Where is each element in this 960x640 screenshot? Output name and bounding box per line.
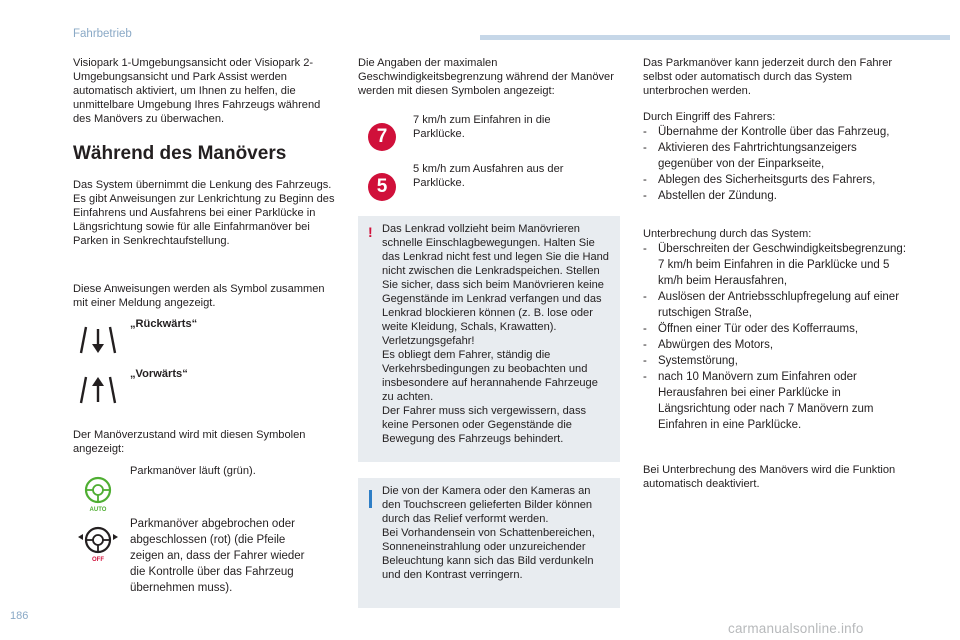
warning-text: Das Lenkrad vollzieht beim Manövrieren schnelle Einschlagbewegungen. Halten Sie das Lenkrad nicht fest und legen Sie die Hand nicht zwischen die Lenkradspeichen. Stellen Sie sicher, dass sich beim Manövrieren keine Gegenstände im Lenkrad verfangen und das Lenkrad blockieren können (z. B. lose oder weite Kleidung, Schals, Krawatten). Verletzungsgefahr! Es obliegt dem Fahrer, ständig die Verkehrsbedingungen zu beobachten und insbesondere auf herannahende Fahrzeuge zu achten. Der Fahrer muss sich vergewissern, dass keine Personen oder Gegenstände die Bewegung des Fahrzeugs behindert. (382, 223, 609, 445)
speed-7-badge: 7 (368, 123, 396, 151)
reverse-arrow-icon (78, 323, 118, 357)
right-p1: Das Parkmanöver kann jederzeit durch den Fahrer selbst oder automatisch durch das System unterbrochen werden. (643, 57, 893, 97)
middle-intro: Die Angaben der maximalen Geschwindigkeitsbegrenzung während der Manöver werden mit diesen Symbolen angezeigt: (358, 57, 614, 97)
reverse-label: „Rückwärts“ (130, 318, 198, 330)
watermark: carmanualsonline.info (728, 621, 864, 636)
list-item: - Abwürgen des Motors, (643, 337, 908, 353)
auto-text: AUTO (89, 507, 107, 513)
info-icon (369, 490, 372, 508)
state-active: Parkmanöver läuft (grün). (130, 465, 256, 477)
list-item: - Aktivieren des Fahrtrichtungsanzeigers gegenüber von der Einparkseite, (643, 140, 908, 172)
section-title: Fahrbetrieb (73, 28, 132, 40)
list-item: - Öffnen einer Tür oder des Kofferraums, (643, 321, 908, 337)
list-item: - Übernahme der Kontrolle über das Fahrzeug, (643, 124, 908, 140)
state-aborted: Parkmanöver abgebrochen oder abgeschlossen (rot) (die Pfeile zeigen an, dass der Fahrer wieder die Kontrolle über das Fahrzeug übernehmen muss). (130, 518, 305, 594)
section-heading: Während des Manövers (73, 143, 287, 164)
list-item: - nach 10 Manövern zum Einfahren oder Herausfahren bei einer Parklücke in Längsrichtung oder nach 7 Manövern zum Einfahren in eine Parklücke. (643, 369, 908, 433)
left-p1: Das System übernimmt die Lenkung des Fahrzeugs. Es gibt Anweisungen zur Lenkrichtung zu Beginn des Einfahrens und Ausfahrens bei einer Parklücke in Längsrichtung sowie für alle Einfahrmanöver bei Parken in Senkrechtaufstellung. (73, 179, 335, 247)
warning-icon: ! (368, 224, 373, 240)
list-item: - Ablegen des Sicherheitsgurts des Fahrers, (643, 172, 908, 188)
steering-off-icon (76, 523, 120, 563)
list-item: - Überschreiten der Geschwindigkeitsbegrenzung: 7 km/h beim Einfahren in die Parklücke und 5 km/h beim Herausfahren, (643, 241, 908, 289)
left-p2: Diese Anweisungen werden als Symbol zusammen mit einer Meldung angezeigt. (73, 283, 325, 309)
driver-list (643, 124, 908, 204)
forward-label: „Vorwärts“ (130, 368, 188, 380)
right-p-end: Bei Unterbrechung des Manövers wird die Funktion automatisch deaktiviert. (643, 464, 896, 490)
system-heading: Unterbrechung durch das System: (643, 228, 812, 240)
speed-7-text: 7 km/h zum Einfahren in die Parklücke. (413, 114, 551, 140)
list-item: - Systemstörung, (643, 353, 908, 369)
steering-auto-icon (76, 473, 120, 513)
left-intro: Visiopark 1-Umgebungsansicht oder Visiopark 2-Umgebungsansicht und Park Assist werden automatisch aktiviert, um Ihnen zu helfen, die unmittelbare Umgebung Ihres Fahrzeugs während des Manövers zu überwachen. (73, 57, 321, 125)
header-bar (480, 35, 950, 40)
left-p3: Der Manöverzustand wird mit diesen Symbolen angezeigt: (73, 429, 306, 455)
speed-5-badge: 5 (368, 173, 396, 201)
info-note (358, 478, 620, 608)
warning-note (358, 216, 620, 462)
off-text: OFF (92, 557, 104, 563)
forward-arrow-icon (78, 373, 118, 407)
info-text: Die von der Kamera oder den Kameras an den Touchscreen gelieferten Bilder können durch das Relief verformt werden. Bei Vorhandensein von Schattenbereichen, Sonneneinstrahlung oder unzureichender Beleuchtung kann sich das Bild verdunkeln und den Kontrast verringern. (382, 485, 595, 581)
page-number: 186 (10, 610, 29, 622)
list-item: - Abstellen der Zündung. (643, 188, 908, 204)
list-item: - Auslösen der Antriebsschlupfregelung auf einer rutschigen Straße, (643, 289, 908, 321)
system-list (643, 241, 908, 433)
speed-5-text: 5 km/h zum Ausfahren aus der Parklücke. (413, 163, 564, 189)
driver-heading: Durch Eingriff des Fahrers: (643, 111, 776, 123)
